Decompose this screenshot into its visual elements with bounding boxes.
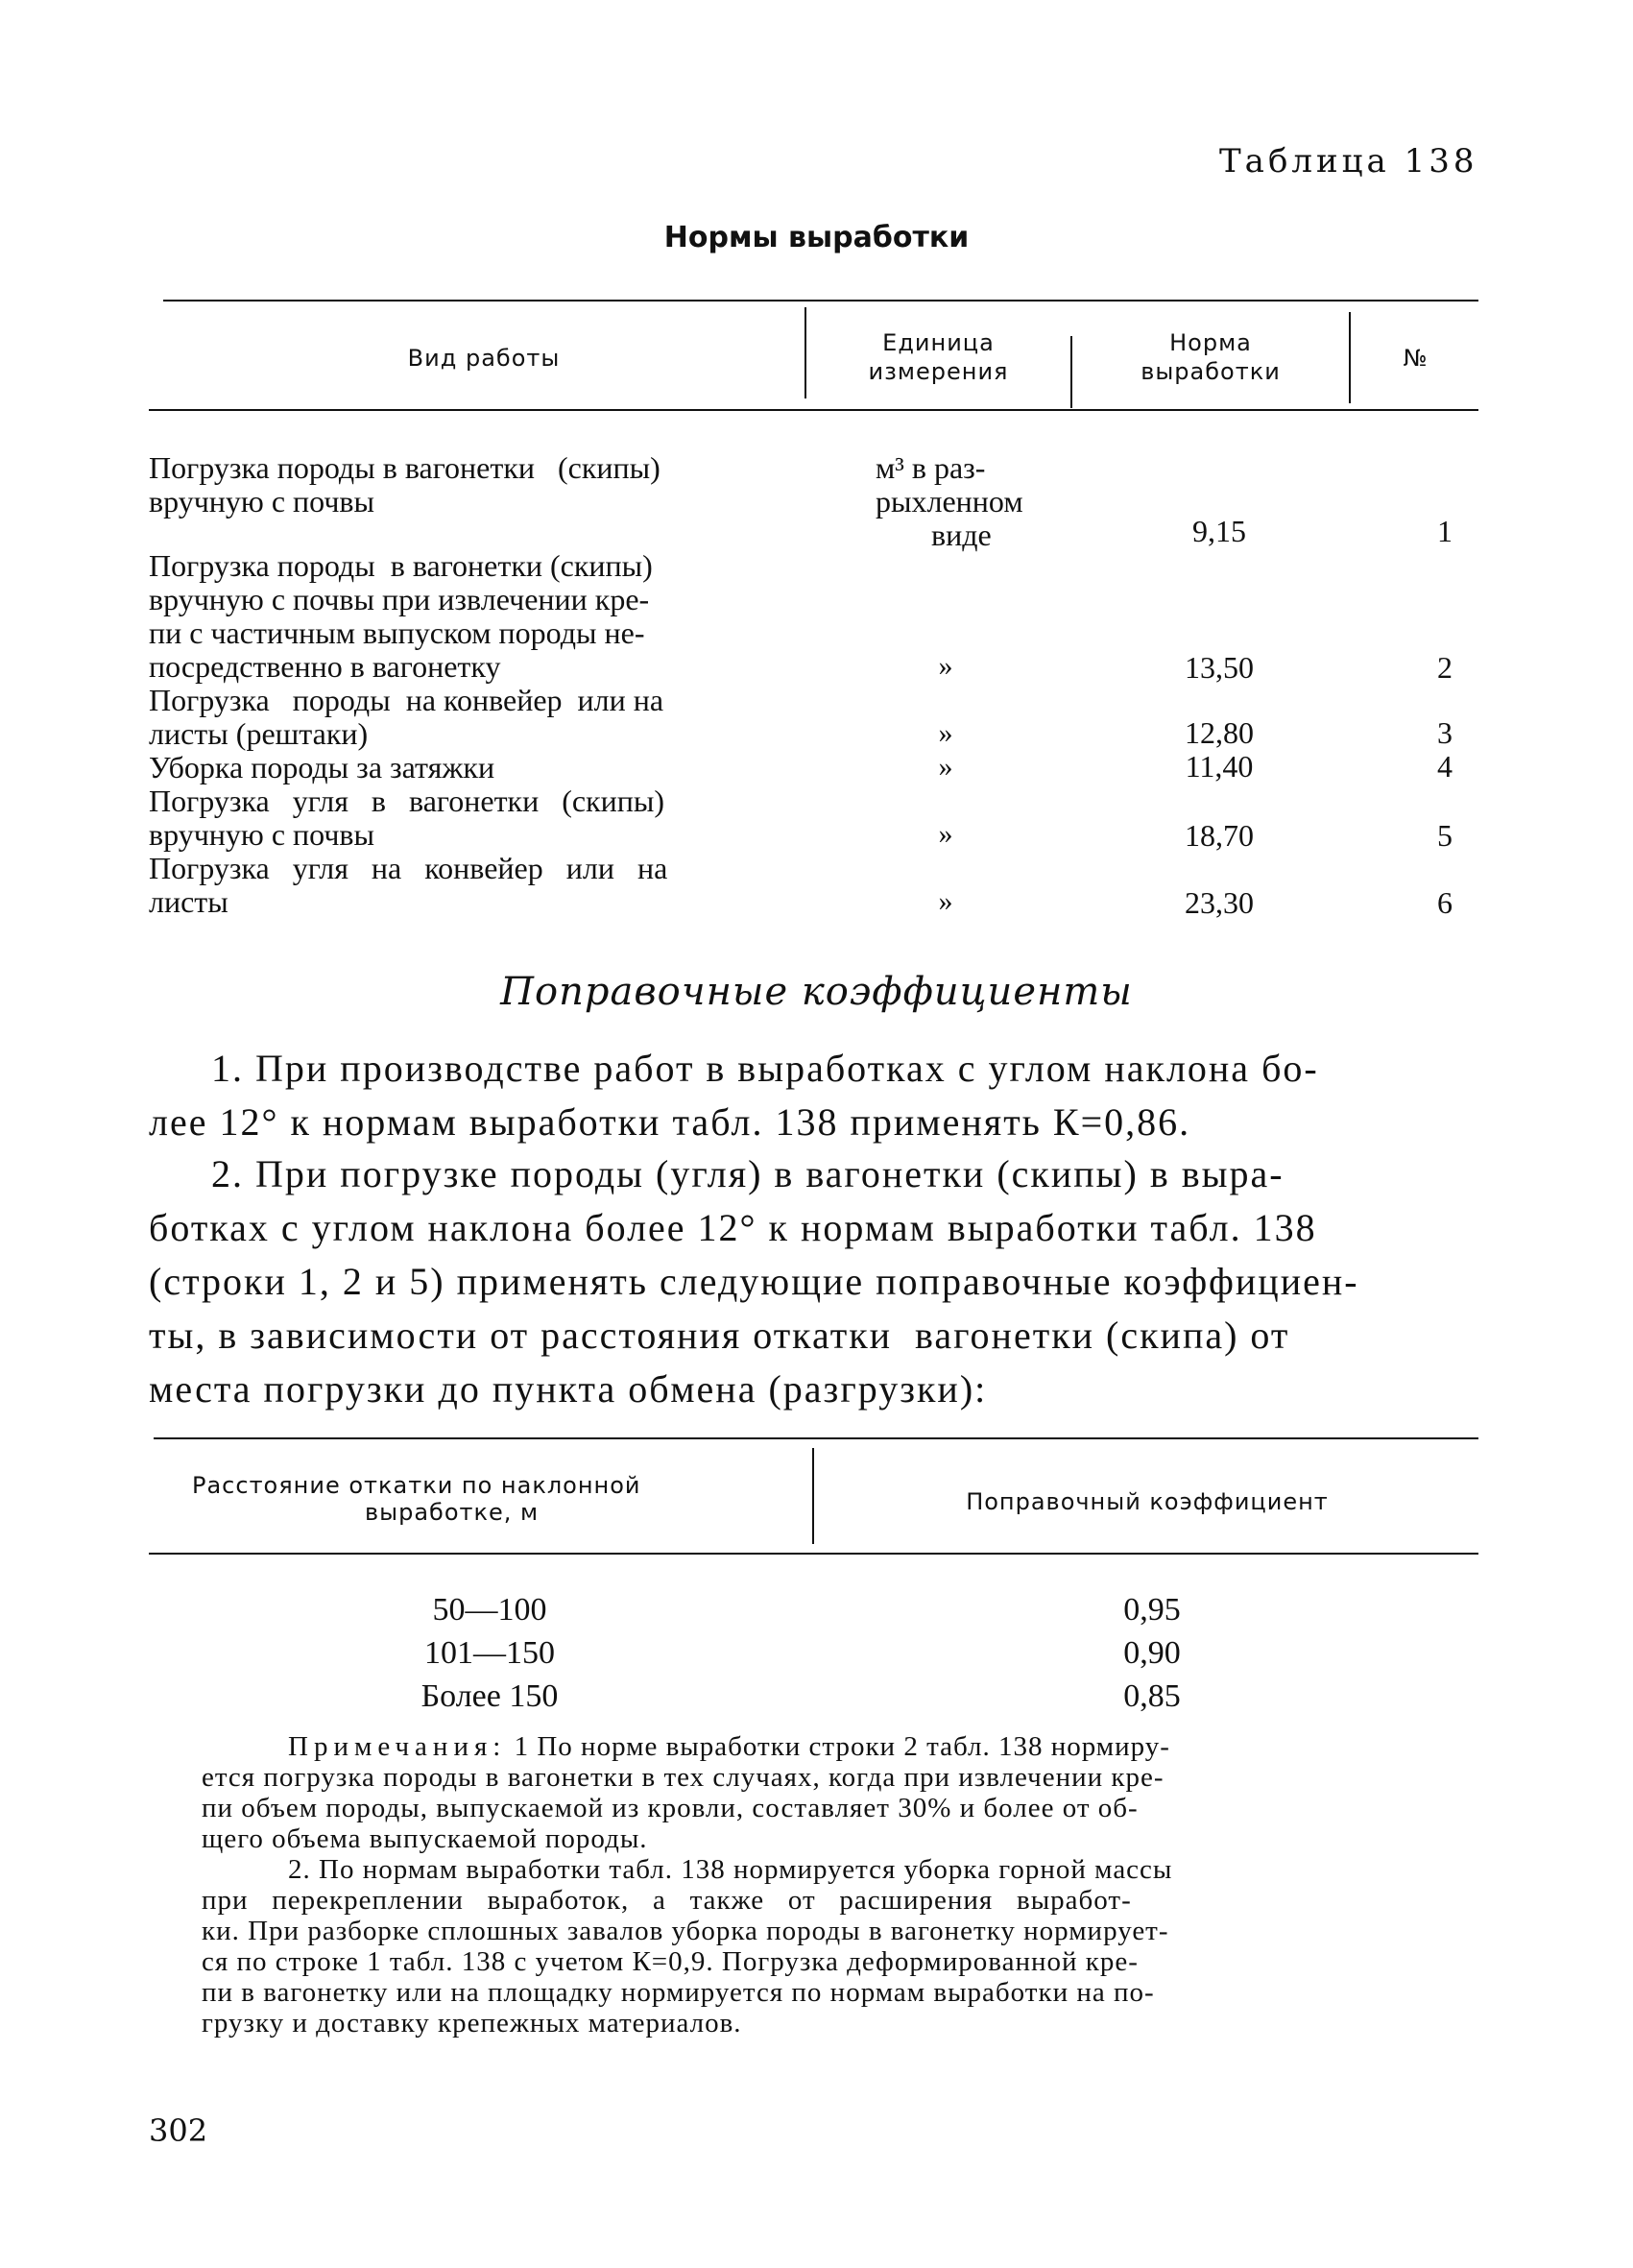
table-label: Таблица 138 — [1219, 142, 1478, 181]
table2-cell-distance: Более 150 — [420, 1678, 559, 1714]
table1-header-work-type: Вид работы — [407, 345, 561, 372]
table1-cell-number: 6 — [1437, 885, 1453, 920]
paragraph-2: 2. При погрузке породы (угля) в вагонетки (скипы) в выра- ботках с углом наклона более 12° к нормам выработки табл. 138 (строки 1, 2 и 5) применять следующие поправочные коэффициен- ты, в зависимости от расстояния откатки вагонетки (скипа) от места погрузки до пункта обмена (разгрузки): — [149, 1152, 1359, 1411]
table1-cell-number: 5 — [1437, 818, 1453, 853]
table1-cell-unit: » — [938, 885, 953, 917]
table1-cell-norm: 12,80 — [1185, 715, 1254, 750]
table2-top-rule — [154, 1437, 1478, 1439]
section-subtitle: Поправочные коэффициенты — [500, 970, 1133, 1014]
table1-header-norm: Норма выработки — [1141, 329, 1281, 385]
page-number: 302 — [149, 2112, 208, 2149]
table2-header-coefficient: Поправочный коэффициент — [966, 1488, 1329, 1515]
page-title: Нормы выработки — [663, 221, 970, 254]
table-row: Уборка породы за затяжки — [149, 750, 495, 784]
table2-cell-coefficient: 0,95 — [1123, 1592, 1181, 1628]
table1-header-rule — [149, 409, 1478, 411]
table1-cell-norm: 18,70 — [1185, 818, 1254, 853]
table1-cell-unit: » — [938, 650, 953, 682]
table2-header-distance: Расстояние откатки по наклонной выработке, м — [192, 1472, 641, 1526]
table1-cell-norm: 23,30 — [1185, 885, 1254, 920]
table2-header-rule — [149, 1553, 1478, 1555]
table1-cell-unit: » — [938, 717, 953, 749]
table1-cell-unit: » — [938, 751, 953, 783]
table2-cell-coefficient: 0,90 — [1123, 1635, 1181, 1671]
table-row: Погрузка угля на конвейер или на листы — [149, 851, 668, 919]
table1-cell-number: 3 — [1437, 715, 1453, 750]
table1-cell-unit: м³ в раз- рыхленном виде — [876, 450, 1023, 552]
table1-cell-norm: 9,15 — [1192, 514, 1246, 548]
table-row: Погрузка угля в вагонетки (скипы) вручную с почвы — [149, 784, 665, 852]
paragraph-1: 1. При производстве работ в выработках с углом наклона бо- лее 12° к нормам выработки табл. 138 применять К=0,86. — [149, 1047, 1319, 1144]
table-row: Погрузка породы в вагонетки (скипы) вручную с почвы при извлечении кре- пи с частичным выпуском породы не- посредственно в вагонетку — [149, 548, 653, 684]
table2-cell-coefficient: 0,85 — [1123, 1678, 1181, 1714]
table1-cell-unit: » — [938, 818, 953, 850]
table1-cell-number: 1 — [1437, 514, 1453, 548]
table1-header-unit: Единица измерения — [868, 329, 1009, 385]
table1-cell-number: 2 — [1437, 650, 1453, 685]
notes-label: Примечания: — [288, 1731, 507, 1762]
table1-cell-number: 4 — [1437, 749, 1453, 784]
table1-cell-norm: 11,40 — [1185, 749, 1254, 784]
table-row: Погрузка породы в вагонетки (скипы) вручную с почвы — [149, 450, 660, 519]
notes: Примечания: 1 По норме выработки строки 2 табл. 138 нормиру- ется погрузка породы в вагонетки в тех случаях, когда при извлечении кре- пи объем породы, выпускаемой из кровли, составляет 30% и более от об- щего объема выпускаемой породы. 2. По нормам выработки табл. 138 нормируется уборка горной массы при перекреплении выработок, а также от расширения выработ- ки. При разборке сплошных завалов уборка породы в вагонетку нормирует- ся по строке 1 табл. 138 с учетом К=0,9. Погрузка деформированной кре- пи в вагонетку или на площадку нормируется по нормам выработки на по- грузку и доставку крепежных материалов. — [202, 1731, 1173, 2039]
table1-top-rule — [163, 300, 1478, 302]
table-row: Погрузка породы на конвейер или на листы (рештаки) — [149, 683, 664, 751]
table2-cell-distance: 101—150 — [424, 1635, 555, 1671]
table2-cell-distance: 50—100 — [432, 1592, 547, 1628]
table2-col-divider — [812, 1448, 814, 1544]
table1-header-number: № — [1403, 345, 1429, 372]
table1-cell-norm: 13,50 — [1185, 650, 1254, 685]
